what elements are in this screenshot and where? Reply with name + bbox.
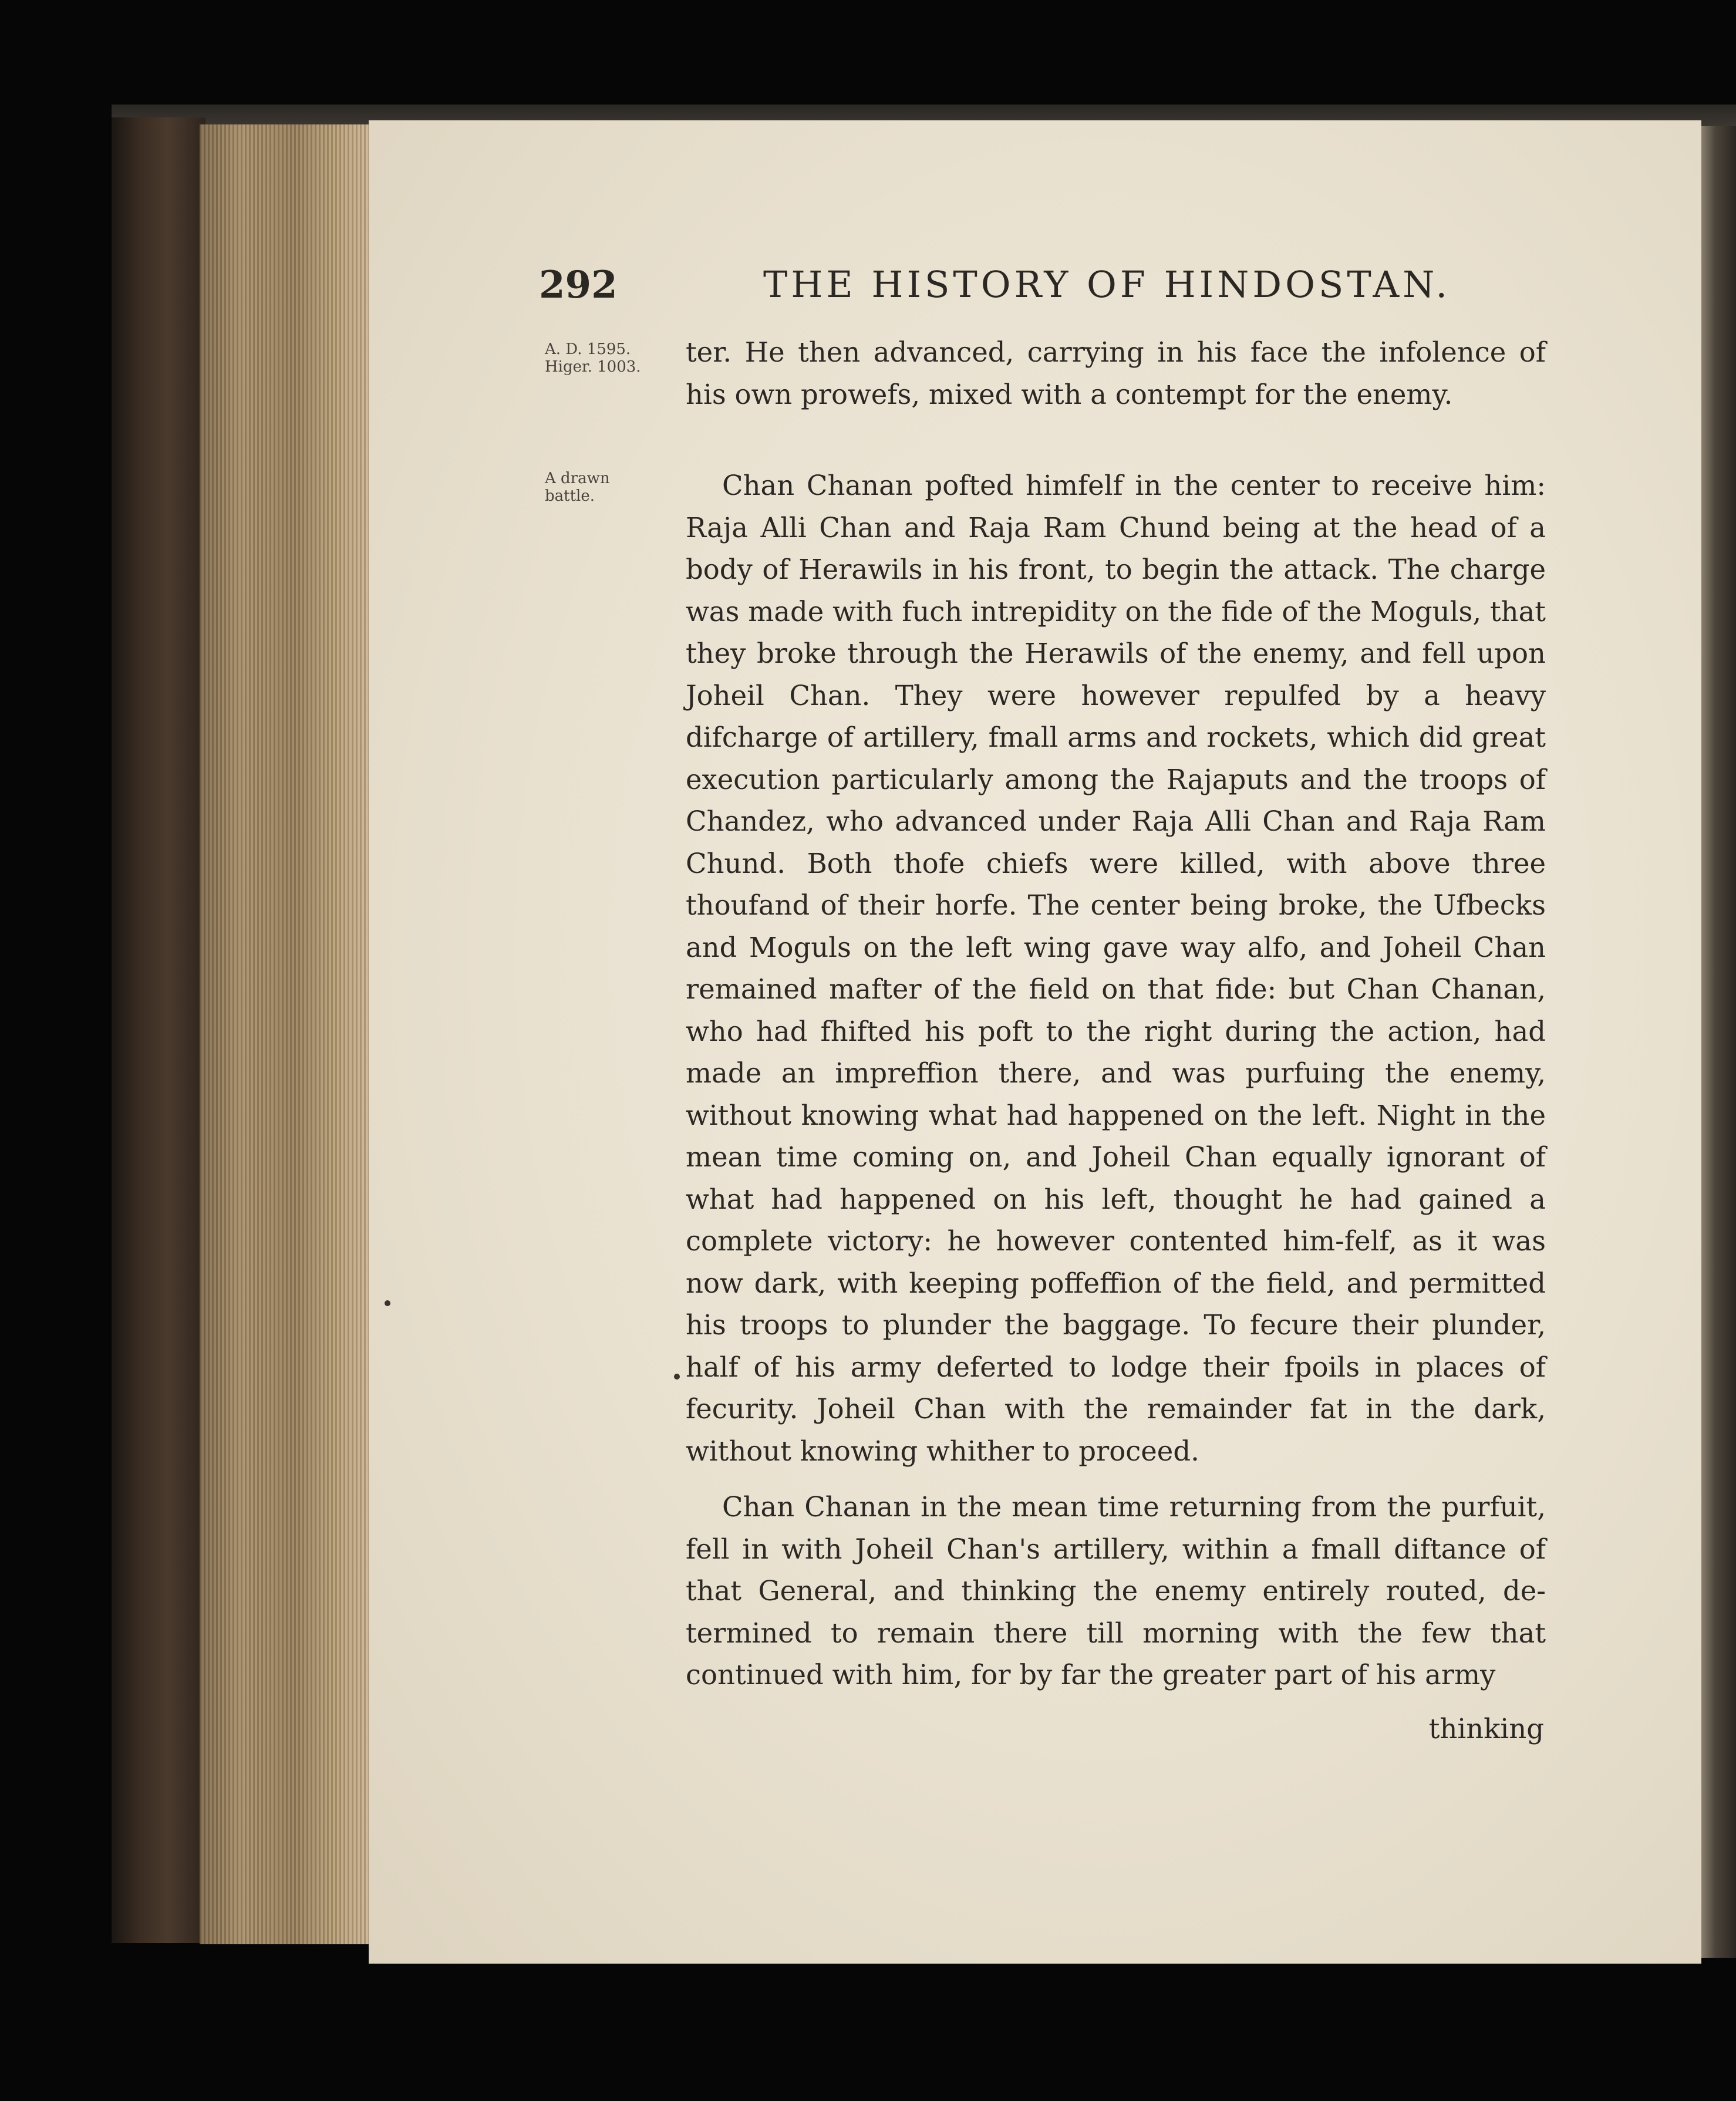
margin-note-battle [545, 470, 610, 505]
ink-speck [385, 1300, 390, 1306]
margin-note-battle-line1: A drawn [545, 470, 610, 487]
ink-speck [674, 1374, 680, 1380]
paragraph-text: ter. He then advanced, carrying in his face the infolence of his own prowefs, mixed with a contempt for the enemy. [686, 336, 1546, 410]
paragraph-text: Chan Chanan pofted himfelf in the center to receive him: Raja Alli Chan and Raja Ram Chund being at the head of a body of Herawils in his front, to begin the attack. The charge was made with fuch intrepidity on the fide of the Moguls, that they broke through the Herawils of the enemy, and fell upon Joheil Chan. They were however repulfed by a heavy difcharge of artillery, fmall arms and rockets, which did great execution particularly among the Rajaputs and the troops of Chandez, who advanced under Raja Alli Chan and Raja Ram Chund. Both thofe chiefs were killed, with above three thoufand of their horfe. The center being broke, the Ufbecks and Moguls on the left wing gave way alfo, and Joheil Chan remained mafter of the field on that fide: but Chan Chanan, who had fhifted his poft to the right during the action, had made an impreffion there, and was purfuing the enemy, without knowing what had happened on the left. Night in the mean time coming on, and Joheil Chan equally ignorant of what had happened on his left, thought he had gained a complete victory: he however contented him-felf, as it was now dark, with keeping poffeffion of the field, and permitted his troops to plunder the baggage. To fecure their plunder, half of his army deferted to lodge their fpoils in places of fecurity. Joheil Chan with the remainder fat in the dark, without knowing whither to proceed. [686, 470, 1546, 1467]
margin-note-date-line2: Higer. 1003. [545, 358, 641, 376]
book-spine [112, 117, 205, 1943]
running-title: THE HISTORY OF HINDOSTAN. [763, 263, 1451, 306]
page-edges [200, 124, 370, 1944]
body-paragraph-3 [686, 1486, 1546, 1697]
catchword: thinking [1428, 1713, 1544, 1745]
page-number: 292 [539, 263, 618, 307]
book-gutter [1701, 126, 1736, 1958]
body-paragraph-1 [686, 332, 1546, 416]
margin-note-date [545, 340, 641, 376]
margin-note-date-line1: A. D. 1595. [545, 340, 631, 358]
margin-note-battle-line2: battle. [545, 487, 595, 505]
body-paragraph-2 [686, 465, 1546, 1472]
paragraph-text: Chan Chanan in the mean time returning from the purfuit, fell in with Joheil Chan's artillery, within a fmall diftance of that General, and thinking the enemy entirely routed, de-termined to remain there till morning with the few that continued with him, for by far the greater part of his army [686, 1491, 1546, 1691]
